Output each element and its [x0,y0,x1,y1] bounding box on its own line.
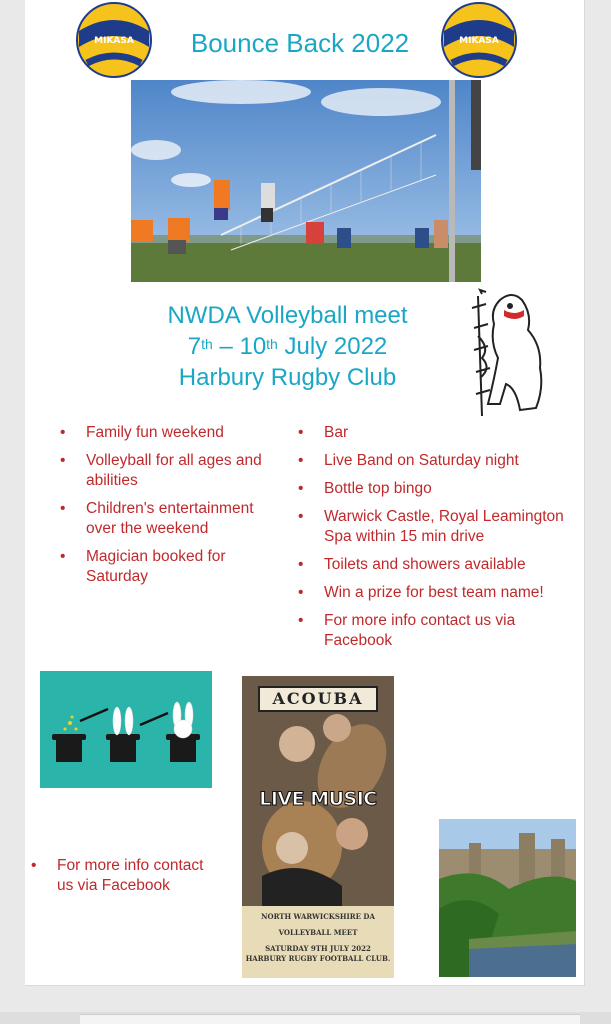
volleyball-icon [75,1,153,79]
poster-line: HARBURY RUGBY FOOTBALL CLUB. [245,954,391,963]
ball-brand-right: MIKASA [459,36,499,46]
list-item: • Bar [298,423,573,443]
live-music-poster [242,676,394,978]
list-item: • Live Band on Saturday night [298,451,573,471]
poster-line: SATURDAY 9TH JULY 2022 [265,944,371,953]
poster-line: NORTH WARWICKSHIRE DA [261,912,375,921]
list-item: • Warwick Castle, Royal Leamington Spa within 15 min drive [298,507,573,547]
list-item: • Family fun weekend [60,423,285,443]
bear-and-staff-icon [460,288,555,418]
volleyball-photo [131,80,481,282]
page-title: Bounce Back 2022 [190,28,410,58]
list-item: • Bottle top bingo [298,479,573,499]
list-item: • Toilets and showers available [298,555,573,575]
features-list-right [298,423,573,659]
list-item: • For more info contact us via Facebook [31,856,221,896]
list-item: • For more info contact us via Facebook [298,611,573,651]
features-list-left [60,423,285,595]
magic-hats-illustration [40,671,212,788]
warwick-castle-photo [439,819,576,977]
list-item: • Volleyball for all ages and abilities [60,451,285,491]
poster-line: VOLLEYBALL MEET [278,928,358,937]
event-dates: 7th – 10th July 2022 [187,333,388,360]
ball-brand-left: MIKASA [94,36,134,46]
list-item: • Children's entertainment over the weekend [60,499,285,539]
event-venue: Harbury Rugby Club [178,364,397,391]
event-heading [110,300,465,393]
bottom-scrollbar[interactable] [0,1012,611,1024]
volleyball-icon [440,1,518,79]
event-name: NWDA Volleyball meet [167,302,408,329]
poster-details [242,906,394,978]
list-item: • Magician booked for Saturday [60,547,285,587]
contact-note [31,856,221,904]
live-music-headline: LIVE MUSIC [259,788,377,810]
list-item: • Win a prize for best team name! [298,583,573,603]
band-name: ACOUBA [258,686,378,712]
